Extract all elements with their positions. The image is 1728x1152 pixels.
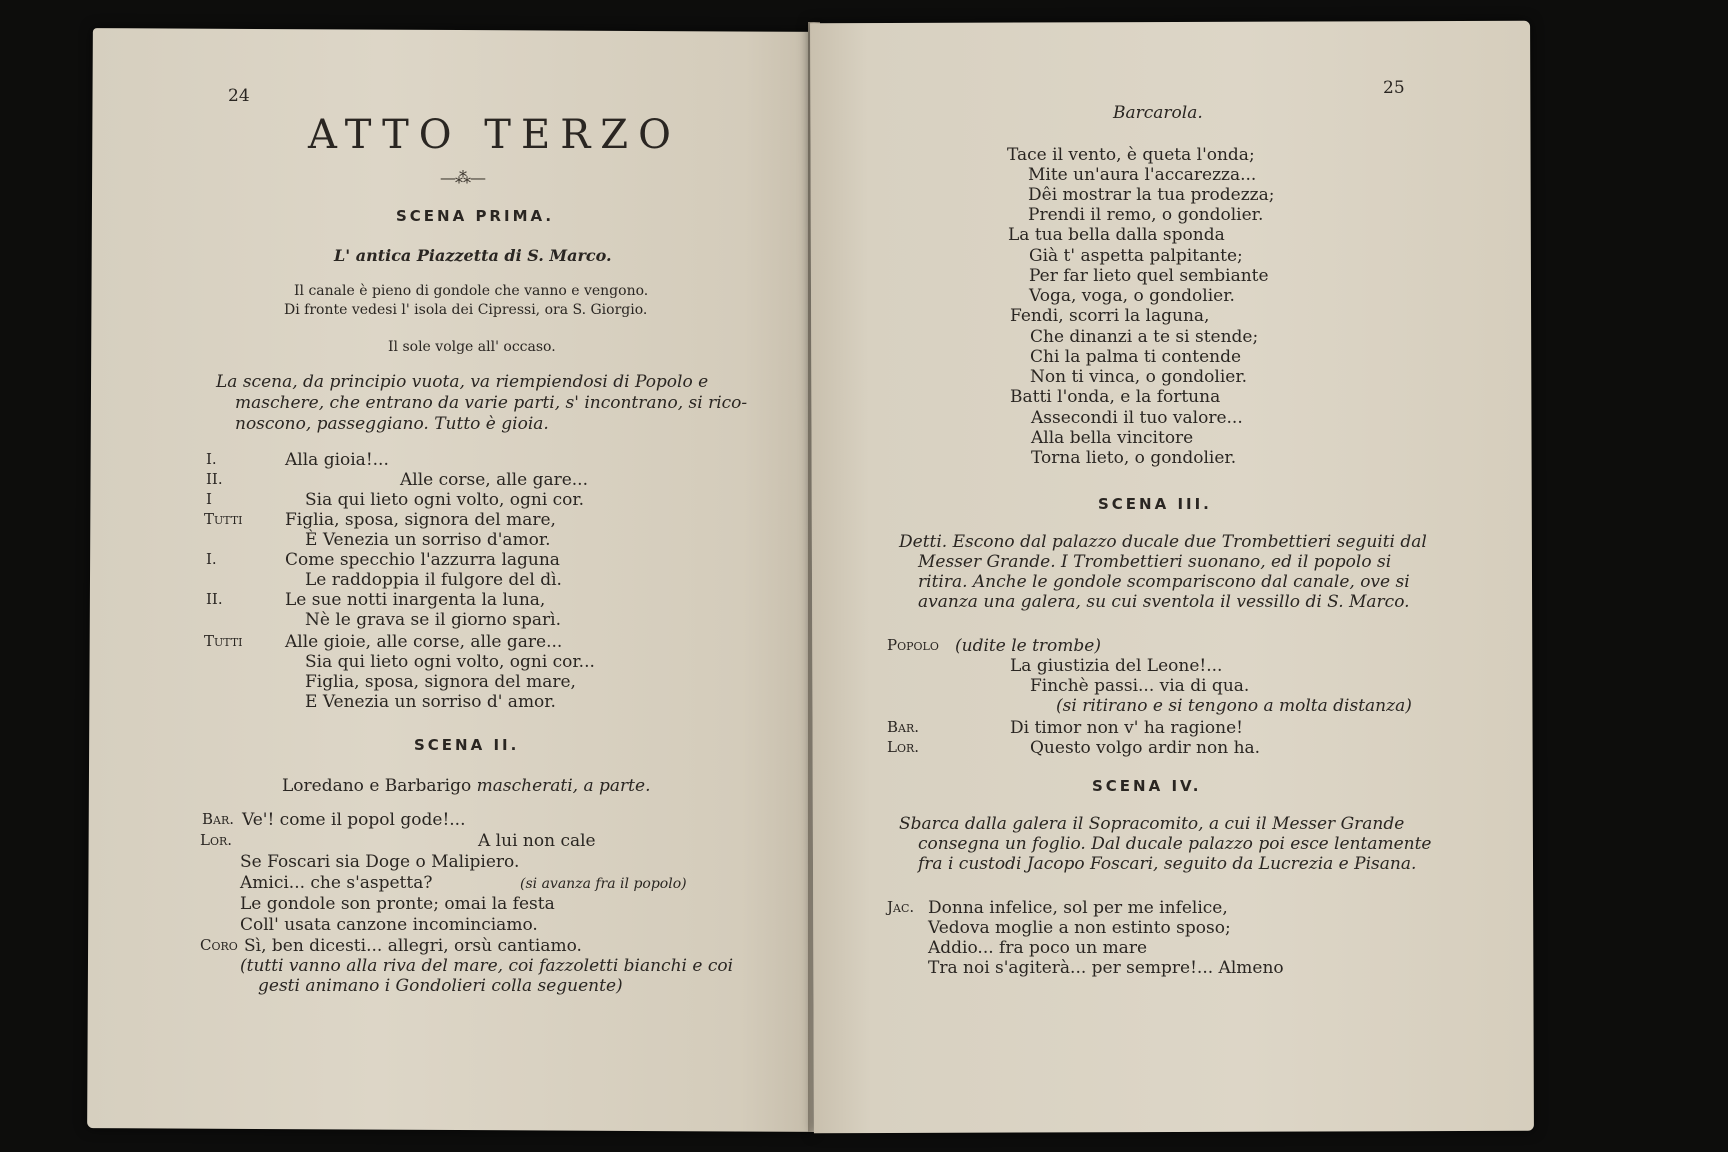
verse-line: Di timor non v' ha ragione! bbox=[1010, 718, 1243, 738]
verse-line: Figlia, sposa, signora del mare, bbox=[285, 510, 556, 530]
song-line: Mite un'aura l'accarezza... bbox=[1028, 165, 1257, 185]
verse-line: Nè le grava se il giorno sparì. bbox=[305, 610, 561, 630]
verse-line: È Venezia un sorriso d'amor. bbox=[305, 530, 551, 550]
verse-line: Vedova moglie a non estinto sposo; bbox=[928, 918, 1231, 938]
stage-direction-1: La scena, da principio vuota, va riempiendosi di Popolo e bbox=[216, 372, 709, 392]
song-line: Prendi il remo, o gondolier. bbox=[1028, 205, 1264, 225]
speaker-popolo: Popolo bbox=[887, 636, 939, 654]
speaker: Tutti bbox=[204, 510, 243, 528]
stage-direction-2: maschere, che entrano da varie parti, s' incontrano, si rico- bbox=[235, 393, 748, 413]
song-line: Per far lieto quel sembiante bbox=[1029, 266, 1269, 286]
verse-line: Figlia, sposa, signora del mare, bbox=[305, 672, 576, 692]
scena-ii-heading: SCENA II. bbox=[414, 736, 520, 754]
speaker: I bbox=[206, 490, 212, 508]
retreat-direction: (si ritirano e si tengono a molta distanza) bbox=[1056, 696, 1412, 716]
speaker-jac: Jac. bbox=[887, 898, 915, 916]
song-line: Dêi mostrar la tua prodezza; bbox=[1028, 185, 1275, 205]
scena-iii-desc-4: avanza una galera, su cui sventola il vessillo di S. Marco. bbox=[918, 592, 1410, 612]
song-line: Non ti vinca, o gondolier. bbox=[1030, 367, 1248, 387]
speaker: II. bbox=[206, 470, 223, 488]
scena-ii-characters bbox=[282, 776, 650, 796]
stage-desc-1: Il canale è pieno di gondole che vanno e vengono. bbox=[294, 283, 649, 299]
scena-iv-desc-2: consegna un foglio. Dal ducale palazzo poi esce lentamente bbox=[918, 834, 1432, 854]
song-line: Tace il vento, è queta l'onda; bbox=[1007, 145, 1255, 165]
verse-line: Sia qui lieto ogni volto, ogni cor. bbox=[305, 490, 585, 510]
verse-line: La giustizia del Leone!... bbox=[1010, 656, 1223, 676]
song-line: Che dinanzi a te si stende; bbox=[1030, 327, 1259, 347]
scena-iii-desc-1: Detti. Escono dal palazzo ducale due Trombettieri seguiti dal bbox=[899, 532, 1427, 552]
song-line: Batti l'onda, e la fortuna bbox=[1010, 387, 1221, 407]
song-line: Già t' aspetta palpitante; bbox=[1029, 246, 1243, 266]
verse-line: E Venezia un sorriso d' amor. bbox=[305, 692, 556, 712]
speaker: II. bbox=[206, 590, 223, 608]
speaker-bar: Bar. bbox=[887, 718, 920, 736]
ornament-divider: —⁂— bbox=[440, 168, 485, 187]
speaker: Bar. bbox=[202, 810, 235, 828]
verse-line: A lui non cale bbox=[478, 831, 596, 851]
verse-line: Alle gioie, alle corse, alle gare... bbox=[285, 632, 563, 652]
speaker: Coro bbox=[200, 936, 238, 954]
aside-direction: (si avanza fra il popolo) bbox=[520, 876, 687, 892]
verse-line: Come specchio l'azzurra laguna bbox=[285, 550, 560, 570]
act-title: ATTO TERZO bbox=[308, 112, 681, 158]
verse-line: Le sue notti inargenta la luna, bbox=[285, 590, 546, 610]
speaker-lor: Lor. bbox=[887, 738, 920, 756]
song-line: La tua bella dalla sponda bbox=[1008, 225, 1225, 245]
verse-line: Le gondole son pronte; omai la festa bbox=[240, 894, 555, 914]
verse-line: Tra noi s'agiterà... per sempre!... Almeno bbox=[928, 958, 1284, 978]
verse-line: Le raddoppia il fulgore del dì. bbox=[305, 570, 562, 590]
scena-ii-names: Loredano e Barbarigo bbox=[282, 776, 472, 796]
verse-line: Se Foscari sia Doge o Malipiero. bbox=[240, 852, 520, 872]
song-line: Assecondi il tuo valore... bbox=[1031, 408, 1243, 428]
setting-line: L' antica Piazzetta di S. Marco. bbox=[334, 246, 612, 265]
verse-line: Sì, ben dicesti... allegri, orsù cantiamo. bbox=[244, 936, 582, 956]
final-direction-2: gesti animano i Gondolieri colla seguente) bbox=[258, 976, 623, 996]
song-line: Chi la palma ti contende bbox=[1030, 347, 1242, 367]
song-line: Alla bella vincitore bbox=[1031, 428, 1194, 448]
scena-iv-heading: SCENA IV. bbox=[1092, 777, 1202, 795]
scena-ii-mascherati: mascherati, a parte. bbox=[476, 776, 651, 796]
verse-line: Alla gioia!... bbox=[285, 450, 389, 470]
speaker: I. bbox=[206, 550, 217, 568]
verse-line: Donna infelice, sol per me infelice, bbox=[928, 898, 1228, 918]
song-line: Torna lieto, o gondolier. bbox=[1031, 448, 1237, 468]
stage-direction-3: noscono, passeggiano. Tutto è gioia. bbox=[235, 414, 549, 434]
scena-iii-desc-2: Messer Grande. I Trombettieri suonano, ed il popolo si bbox=[918, 552, 1392, 572]
right-page-number: 25 bbox=[1383, 78, 1405, 98]
song-line: Voga, voga, o gondolier. bbox=[1029, 286, 1235, 306]
scena-prima-heading: SCENA PRIMA. bbox=[396, 207, 555, 225]
scena-iv-desc-1: Sbarca dalla galera il Sopracomito, a cui il Messer Grande bbox=[899, 814, 1405, 834]
song-line: Fendi, scorri la laguna, bbox=[1010, 306, 1210, 326]
verse-line: Addio... fra poco un mare bbox=[928, 938, 1148, 958]
popolo-direction: (udite le trombe) bbox=[955, 636, 1101, 656]
speaker: Lor. bbox=[200, 831, 233, 849]
verse-line: Alle corse, alle gare... bbox=[400, 470, 588, 490]
speaker: I. bbox=[206, 450, 217, 468]
verse-line: Questo volgo ardir non ha. bbox=[1030, 738, 1261, 758]
scena-iv-desc-3: fra i custodi Jacopo Foscari, seguito da Lucrezia e Pisana. bbox=[918, 854, 1417, 874]
barcarola-title: Barcarola. bbox=[1113, 103, 1203, 123]
scena-iii-heading: SCENA III. bbox=[1098, 495, 1212, 513]
stage-desc-2: Di fronte vedesi l' isola dei Cipressi, ora S. Giorgio. bbox=[284, 302, 648, 318]
verse-line: Sia qui lieto ogni volto, ogni cor... bbox=[305, 652, 595, 672]
scena-iii-desc-3: ritira. Anche le gondole scompariscono dal canale, ove si bbox=[918, 572, 1410, 592]
stage-desc-3: Il sole volge all' occaso. bbox=[388, 339, 556, 355]
final-direction-1: (tutti vanno alla riva del mare, coi fazzoletti bianchi e coi bbox=[240, 956, 734, 976]
verse-line: Coll' usata canzone incominciamo. bbox=[240, 915, 538, 935]
left-page-number: 24 bbox=[228, 86, 250, 106]
verse-line: Ve'! come il popol gode!... bbox=[242, 810, 466, 830]
verse-line: Finchè passi... via di qua. bbox=[1030, 676, 1250, 696]
verse-line: Amici... che s'aspetta? bbox=[240, 873, 433, 893]
speaker: Tutti bbox=[204, 632, 243, 650]
